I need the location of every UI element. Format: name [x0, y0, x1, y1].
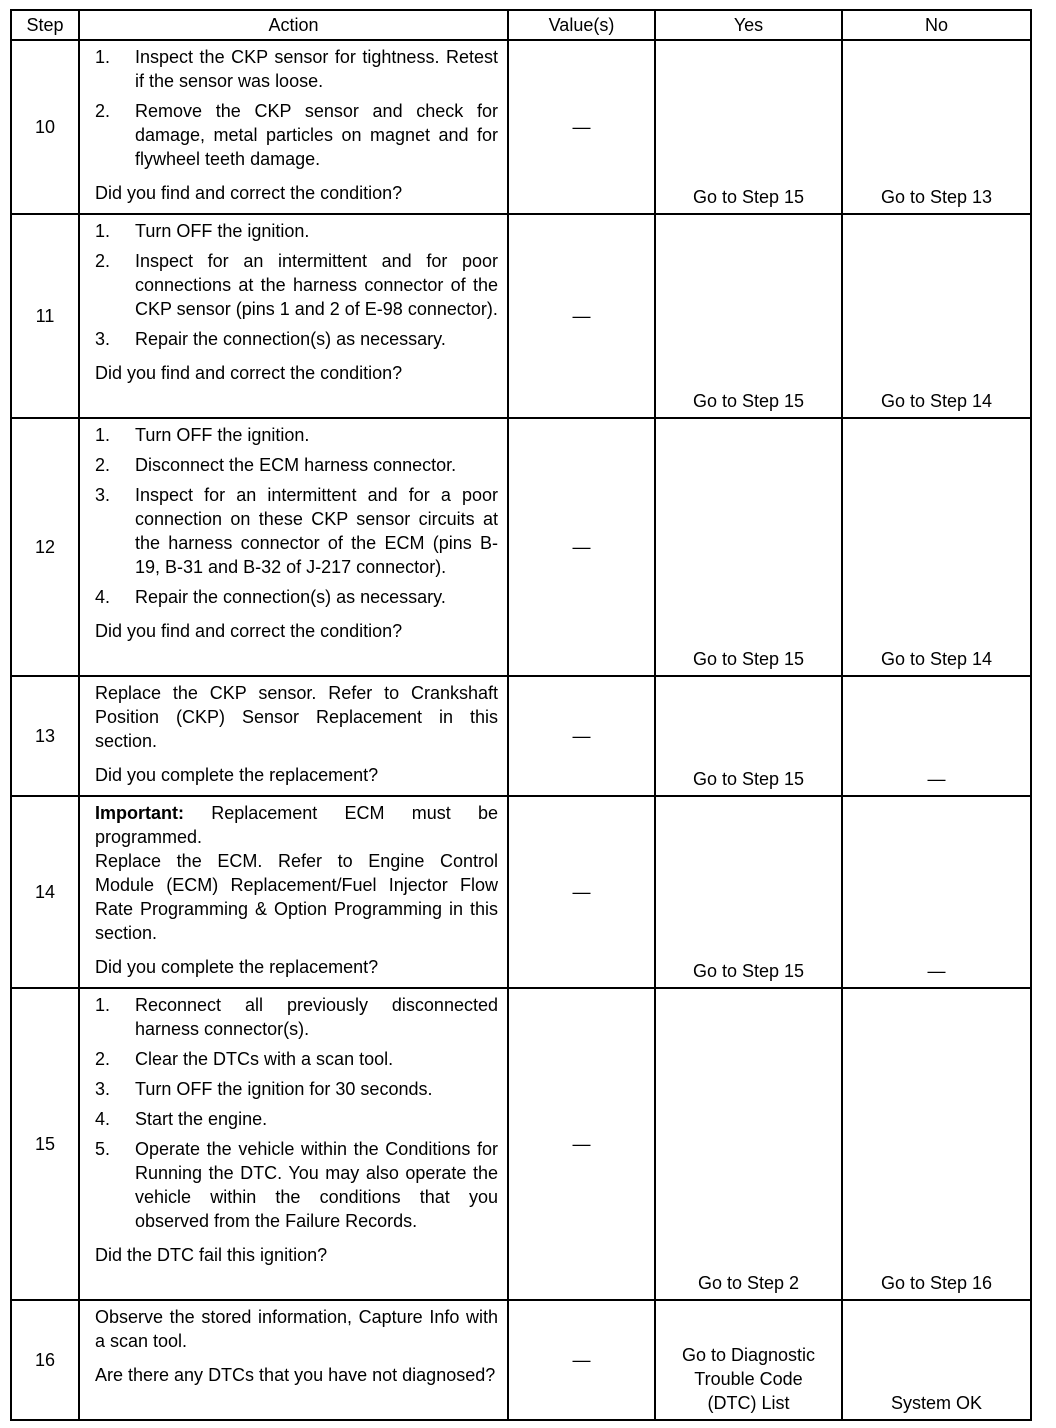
step-number: 14 [11, 796, 79, 988]
table-row [11, 214, 1031, 418]
action-cell [79, 418, 508, 676]
list-item-text: Turn OFF the ignition. [135, 221, 310, 241]
value-cell: — [508, 40, 655, 214]
list-item: 2. Inspect for an intermittent and for poor connections at the harness connector of the CKP sensor (pins 1 and 2 of E-98 connector). [95, 251, 498, 319]
list-item-text: Disconnect the ECM harness connector. [135, 455, 457, 475]
list-item: 5. Operate the vehicle within the Conditions for Running the DTC. You may also operate the vehicle within the conditions that you observed from the Failure Records. [95, 1139, 498, 1231]
no-cell: Go to Step 13 [842, 40, 1031, 214]
list-item: 2. Clear the DTCs with a scan tool. [95, 1049, 394, 1069]
yes-line: Go to Diagnostic [681, 1345, 816, 1365]
action-list [95, 219, 498, 351]
action-cell [79, 40, 508, 214]
no-cell: System OK [842, 1300, 1031, 1420]
action-text: Replace the CKP sensor. Refer to Crankshaft Position (CKP) Sensor Replacement in this section. [95, 683, 498, 751]
question-text: Did you find and correct the condition? [95, 363, 403, 383]
table-row [11, 676, 1031, 796]
yes-cell: Go to Step 15 [655, 40, 842, 214]
question-text: Did you find and correct the condition? [95, 183, 403, 203]
important-note [95, 801, 498, 849]
list-item: 1. Inspect the CKP sensor for tightness. Retest if the sensor was loose. [95, 47, 498, 91]
value-cell: — [508, 796, 655, 988]
no-cell: Go to Step 16 [842, 988, 1031, 1300]
list-item-text: Reconnect all previously disconnected harness connector(s). [135, 995, 498, 1039]
list-item-text: Turn OFF the ignition for 30 seconds. [135, 1079, 433, 1099]
no-cell: — [842, 796, 1031, 988]
step-number: 11 [11, 214, 79, 418]
action-cell [79, 214, 508, 418]
list-item-text: Inspect the CKP sensor for tightness. Retest if the sensor was loose. [135, 47, 498, 91]
action-list [95, 423, 498, 609]
list-item: 1. Turn OFF the ignition. [95, 221, 310, 241]
list-item: 2. Remove the CKP sensor and check for damage, metal particles on magnet and for flywheel teeth damage. [95, 101, 498, 169]
action-list [95, 45, 498, 171]
question-text: Are there any DTCs that you have not diagnosed? [95, 1365, 496, 1385]
yes-line: (DTC) List [707, 1393, 790, 1413]
yes-line: Trouble Code [694, 1369, 803, 1389]
header-yes: Yes [655, 10, 842, 40]
no-cell: Go to Step 14 [842, 418, 1031, 676]
list-item: 1. Turn OFF the ignition. [95, 425, 310, 445]
question-text: Did you complete the replacement? [95, 765, 379, 785]
list-item: 1. Reconnect all previously disconnected harness connector(s). [95, 995, 498, 1039]
yes-cell: Go to Step 15 [655, 214, 842, 418]
action-cell [79, 988, 508, 1300]
table-row [11, 988, 1031, 1300]
question-text: Did you find and correct the condition? [95, 621, 403, 641]
no-cell: — [842, 676, 1031, 796]
header-step: Step [11, 10, 79, 40]
value-cell: — [508, 418, 655, 676]
list-item-text: Repair the connection(s) as necessary. [135, 329, 446, 349]
yes-cell: Go to Step 15 [655, 796, 842, 988]
yes-cell: Go to Step 2 [655, 988, 842, 1300]
value-cell: — [508, 214, 655, 418]
list-item-text: Turn OFF the ignition. [135, 425, 310, 445]
value-cell: — [508, 988, 655, 1300]
table-row [11, 40, 1031, 214]
list-item: 3. Repair the connection(s) as necessary. [95, 329, 446, 349]
value-cell: — [508, 1300, 655, 1420]
action-cell [79, 796, 508, 988]
header-values: Value(s) [508, 10, 655, 40]
question-text: Did you complete the replacement? [95, 957, 379, 977]
yes-cell: Go to Step 15 [655, 676, 842, 796]
action-cell [79, 1300, 508, 1420]
action-cell [79, 676, 508, 796]
action-list [95, 993, 498, 1233]
action-text: Replace the ECM. Refer to Engine Control Module (ECM) Replacement/Fuel Injector Flow Rate Programming & Option Programming in this section. [95, 851, 498, 943]
list-item-text: Clear the DTCs with a scan tool. [135, 1049, 394, 1069]
list-item-text: Start the engine. [135, 1109, 268, 1129]
list-item-text: Repair the connection(s) as necessary. [135, 587, 446, 607]
list-item: 3. Inspect for an intermittent and for a poor connection on these CKP sensor circuits at the harness connector of the ECM (pins B-19, B-31 and B-32 of J-217 connector). [95, 485, 498, 577]
step-number: 12 [11, 418, 79, 676]
list-item: 4. Repair the connection(s) as necessary. [95, 587, 446, 607]
table-row [11, 796, 1031, 988]
important-text: Replacement ECM must be programmed. [95, 803, 498, 847]
yes-cell: Go to Step 15 [655, 418, 842, 676]
important-label: Important: [95, 803, 184, 823]
yes-cell [655, 1300, 842, 1420]
list-item: 2. Disconnect the ECM harness connector. [95, 455, 457, 475]
table-row [11, 1300, 1031, 1420]
list-item-text: Remove the CKP sensor and check for damage, metal particles on magnet and for flywheel teeth damage. [135, 101, 498, 169]
header-action: Action [79, 10, 508, 40]
list-item-text: Inspect for an intermittent and for a poor connection on these CKP sensor circuits at the harness connector of the ECM (pins B-19, B-31 and B-32 of J-217 connector). [135, 485, 498, 577]
action-text: Observe the stored information, Capture Info with a scan tool. [95, 1307, 498, 1351]
value-cell: — [508, 676, 655, 796]
question-text: Did the DTC fail this ignition? [95, 1245, 328, 1265]
diagnostic-table [10, 9, 1032, 1421]
header-row [11, 10, 1031, 40]
table-row [11, 418, 1031, 676]
list-item-text: Inspect for an intermittent and for poor connections at the harness connector of the CKP sensor (pins 1 and 2 of E-98 connector). [135, 251, 498, 319]
list-item: 4. Start the engine. [95, 1109, 268, 1129]
step-number: 13 [11, 676, 79, 796]
step-number: 16 [11, 1300, 79, 1420]
no-cell: Go to Step 14 [842, 214, 1031, 418]
list-item: 3. Turn OFF the ignition for 30 seconds. [95, 1079, 433, 1099]
header-no: No [842, 10, 1031, 40]
list-item-text: Operate the vehicle within the Conditions for Running the DTC. You may also operate the vehicle within the conditions that you observed from the Failure Records. [135, 1139, 498, 1231]
step-number: 15 [11, 988, 79, 1300]
step-number: 10 [11, 40, 79, 214]
